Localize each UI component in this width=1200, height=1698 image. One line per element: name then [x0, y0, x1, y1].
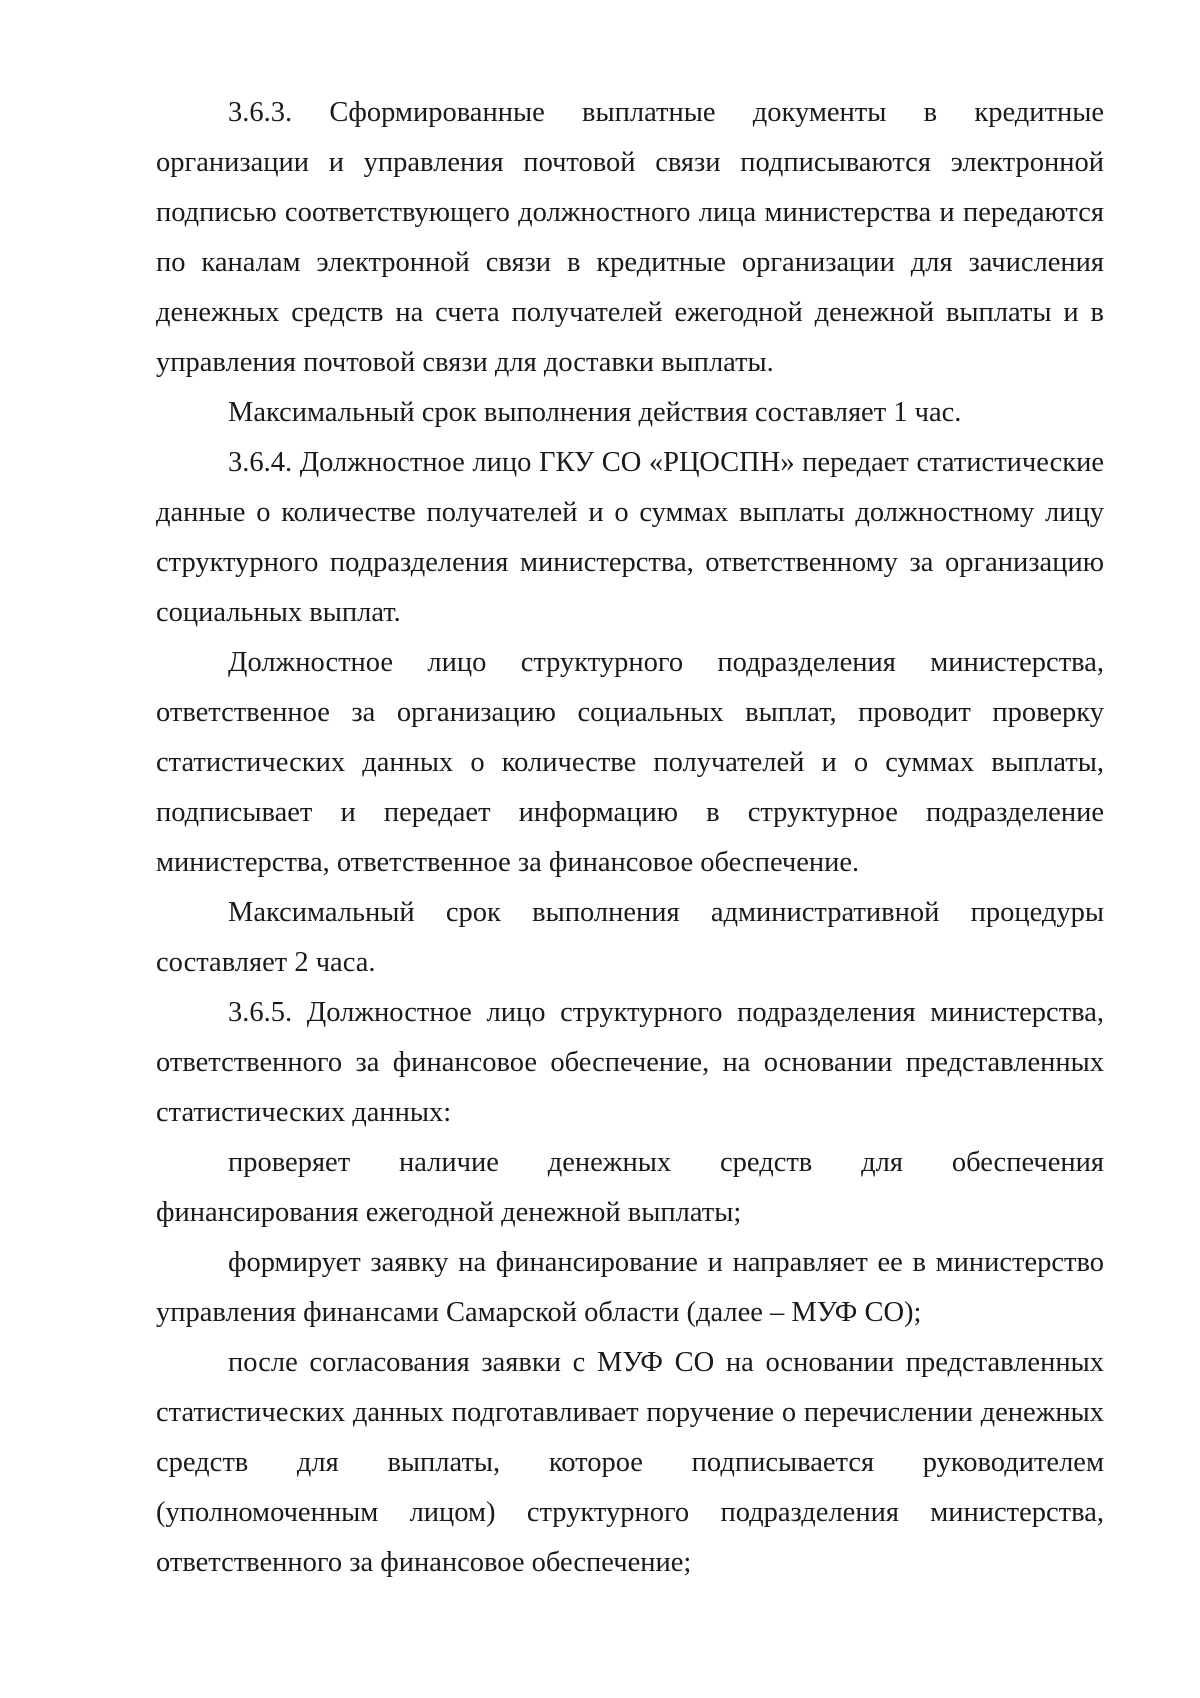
document-page [156, 88, 1104, 1588]
paragraph-max-time-1: Максимальный срок выполнения действия составляет 1 час. [228, 397, 962, 428]
paragraph-3-6-3: 3.6.3. Сформированные выплатные документы в кредитные организации и управления почтовой связи подписываются электронной подписью соответствующего должностного лица министерства и передаются по каналам электронной связи в кредитные организации для зачисления денежных средств на счета получателей ежегодной денежной выплаты и в управления почтовой связи для доставки выплаты. [156, 97, 1104, 378]
paragraph-after-approval: после согласования заявки с МУФ СО на основании представленных статистических данных подготавливает поручение о перечислении денежных средств для выплаты, которое подписывается руководителем (уполномоченным лицом) структурного подразделения министерства, ответственного за финансовое обеспечение; [156, 1347, 1104, 1578]
paragraph-check-funds: проверяет наличие денежных средств для обеспечения финансирования ежегодной денежной выплаты; [156, 1147, 1104, 1228]
paragraph-max-time-2: Максимальный срок выполнения административной процедуры составляет 2 часа. [156, 897, 1104, 978]
paragraph-form-request: формирует заявку на финансирование и направляет ее в министерство управления финансами Самарской области (далее – МУФ СО); [156, 1247, 1104, 1328]
paragraph-3-6-4: 3.6.4. Должностное лицо ГКУ СО «РЦОСПН» передает статистические данные о количестве получателей и о суммах выплаты должностному лицу структурного подразделения министерства, ответственному за организацию социальных выплат. [156, 447, 1104, 628]
paragraph-3-6-5: 3.6.5. Должностное лицо структурного подразделения министерства, ответственного за финансовое обеспечение, на основании представленных статистических данных: [156, 997, 1104, 1128]
paragraph-official-check: Должностное лицо структурного подразделения министерства, ответственное за организацию социальных выплат, проводит проверку статистических данных о количестве получателей и о суммах выплаты, подписывает и передает информацию в структурное подразделение министерства, ответственное за финансовое обеспечение. [156, 647, 1104, 878]
